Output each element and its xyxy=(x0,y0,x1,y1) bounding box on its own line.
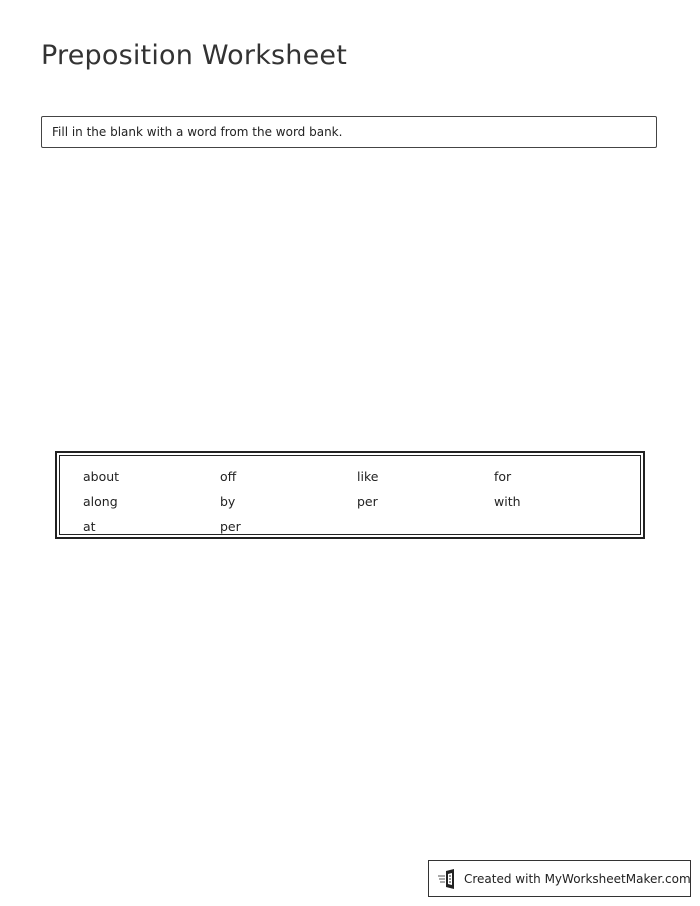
word-bank-word: for xyxy=(494,469,512,484)
word-bank-word: with xyxy=(494,494,521,509)
created-with-text: Created with MyWorksheetMaker.com xyxy=(464,871,691,886)
word-bank-word: at xyxy=(83,519,96,534)
created-with-link[interactable] xyxy=(428,860,691,897)
word-bank-word: per xyxy=(357,494,378,509)
word-bank-word: by xyxy=(220,494,236,509)
word-bank-inner-border xyxy=(59,455,641,535)
word-bank-word: about xyxy=(83,469,120,484)
worksheet-maker-logo-icon xyxy=(438,868,458,890)
word-bank-word: along xyxy=(83,494,118,509)
word-bank-grid xyxy=(83,464,640,539)
page-title: Preposition Worksheet xyxy=(41,40,348,71)
word-bank-word: per xyxy=(220,519,241,534)
instructions-text: Fill in the blank with a word from the word bank. xyxy=(52,125,343,139)
instructions-box xyxy=(41,116,657,148)
word-bank-word: off xyxy=(220,469,237,484)
word-bank xyxy=(55,451,645,539)
word-bank-word: like xyxy=(357,469,379,484)
